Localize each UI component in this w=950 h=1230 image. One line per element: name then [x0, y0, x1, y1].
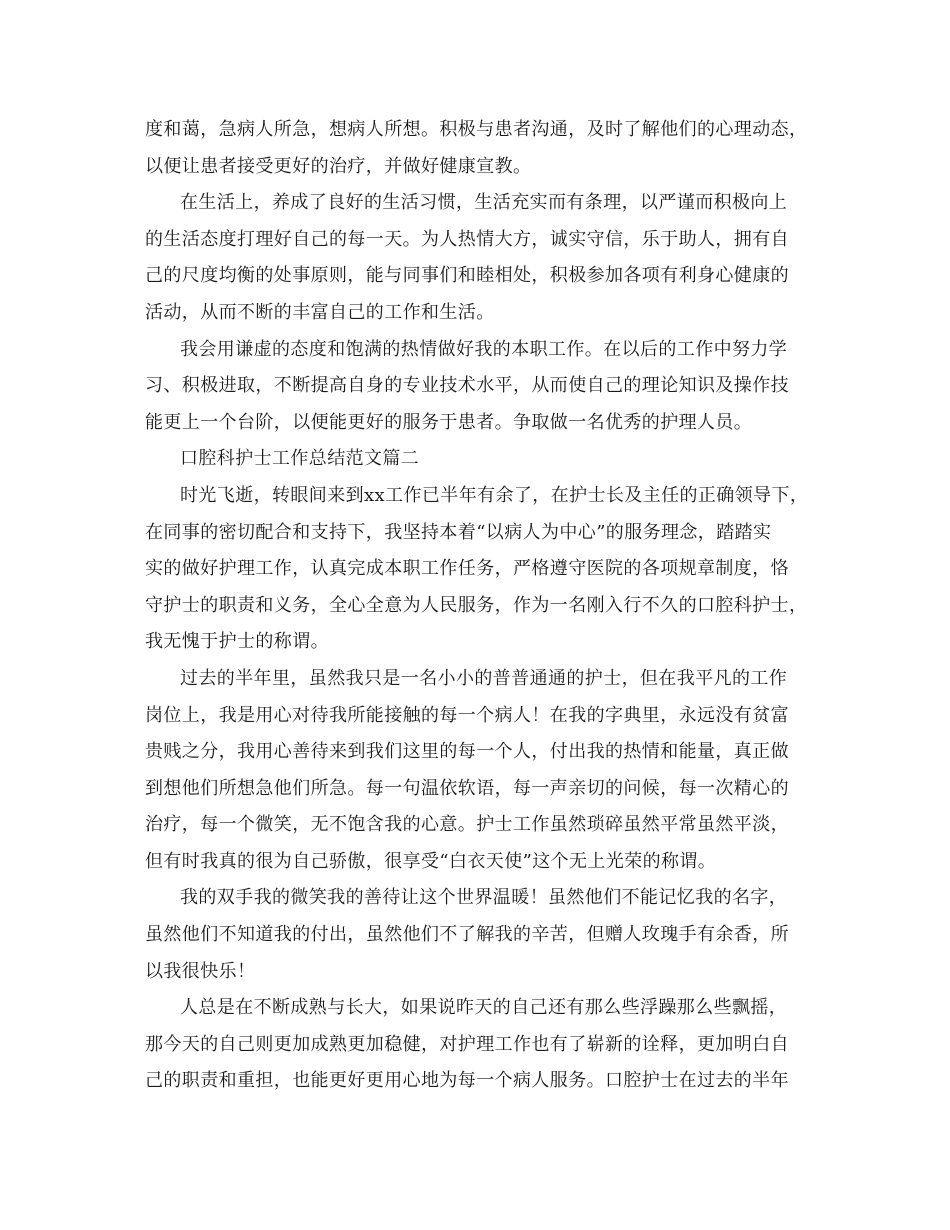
text-line: 能更上一个台阶，以便能更好的服务于患者。争取做一名优秀的护理人员。 [145, 411, 753, 433]
text-line: 习、积极进取，不断提高自身的专业技术水平，从而使自己的理论知识及操作技 [145, 375, 789, 397]
text-line: 以便让患者接受更好的治疗，并做好健康宣教。 [145, 155, 532, 177]
text-line: 己的尺度均衡的处事原则，能与同事们和睦相处，积极参加各项有利身心健康的 [145, 265, 789, 287]
text-line: 过去的半年里，虽然我只是一名小小的普普通通的护士，但在我平凡的工作 [180, 667, 788, 689]
text-line: 时光飞逝，转眼间来到xx工作已半年有余了，在护士长及主任的正确领导下， [180, 484, 809, 506]
text-line: 守护士的职责和义务，全心全意为人民服务，作为一名刚入行不久的口腔科护士， [145, 594, 808, 616]
text-line: 实的做好护理工作，认真完成本职工作任务，严格遵守医院的各项规章制度，恪 [145, 558, 789, 580]
text-line: 在同事的密切配合和支持下，我坚持本着“以病人为中心”的服务理念，踏踏实 [145, 521, 772, 543]
text-line: 那今天的自己则更加成熟更加稳健，对护理工作也有了崭新的诠释，更加明白自 [145, 1033, 789, 1055]
text-line: 度和蔼，急病人所急，想病人所想。积极与患者沟通，及时了解他们的心理动态， [145, 119, 808, 140]
text-line: 己的职责和重担，也能更好更用心地为每一个病人服务。口腔护士在过去的半年 [145, 1070, 789, 1092]
text-line: 我无愧于护士的称谓。 [145, 631, 329, 653]
text-line: 以我很快乐！ [145, 960, 256, 982]
text-line: 我的双手我的微笑我的善待让这个世界温暖！虽然他们不能记忆我的名字， [180, 887, 788, 909]
text-line: 我会用谦虚的态度和饱满的热情做好我的本职工作。在以后的工作中努力学 [180, 338, 788, 360]
text-line: 贵贱之分，我用心善待来到我们这里的每一个人，付出我的热情和能量，真正做 [145, 741, 789, 763]
text-line: 人总是在不断成熟与长大，如果说昨天的自己还有那么些浮躁那么些飘摇， [180, 997, 788, 1019]
text-line: 在生活上，养成了良好的生活习惯，生活充实而有条理，以严谨而积极向上 [180, 192, 788, 214]
text-line: 治疗，每一个微笑，无不饱含我的心意。护士工作虽然琐碎虽然平常虽然平淡， [145, 814, 789, 836]
text-line: 口腔科护士工作总结范文篇二 [180, 448, 420, 470]
text-line: 岗位上，我是用心对待我所能接触的每一个病人！在我的字典里，永远没有贫富 [145, 704, 789, 726]
document-body [145, 112, 815, 1100]
text-line: 的生活态度打理好自己的每一天。为人热情大方，诚实守信，乐于助人，拥有自 [145, 228, 789, 250]
text-line: 但有时我真的很为自己骄傲，很享受“白衣天使”这个无上光荣的称谓。 [145, 850, 717, 872]
text-line: 到想他们所想急他们所急。每一句温依软语，每一声亲切的问候，每一次精心的 [145, 777, 789, 799]
text-line: 虽然他们不知道我的付出，虽然他们不了解我的辛苦，但赠人玫瑰手有余香，所 [145, 924, 789, 946]
text-line: 活动，从而不断的丰富自己的工作和生活。 [145, 301, 495, 323]
